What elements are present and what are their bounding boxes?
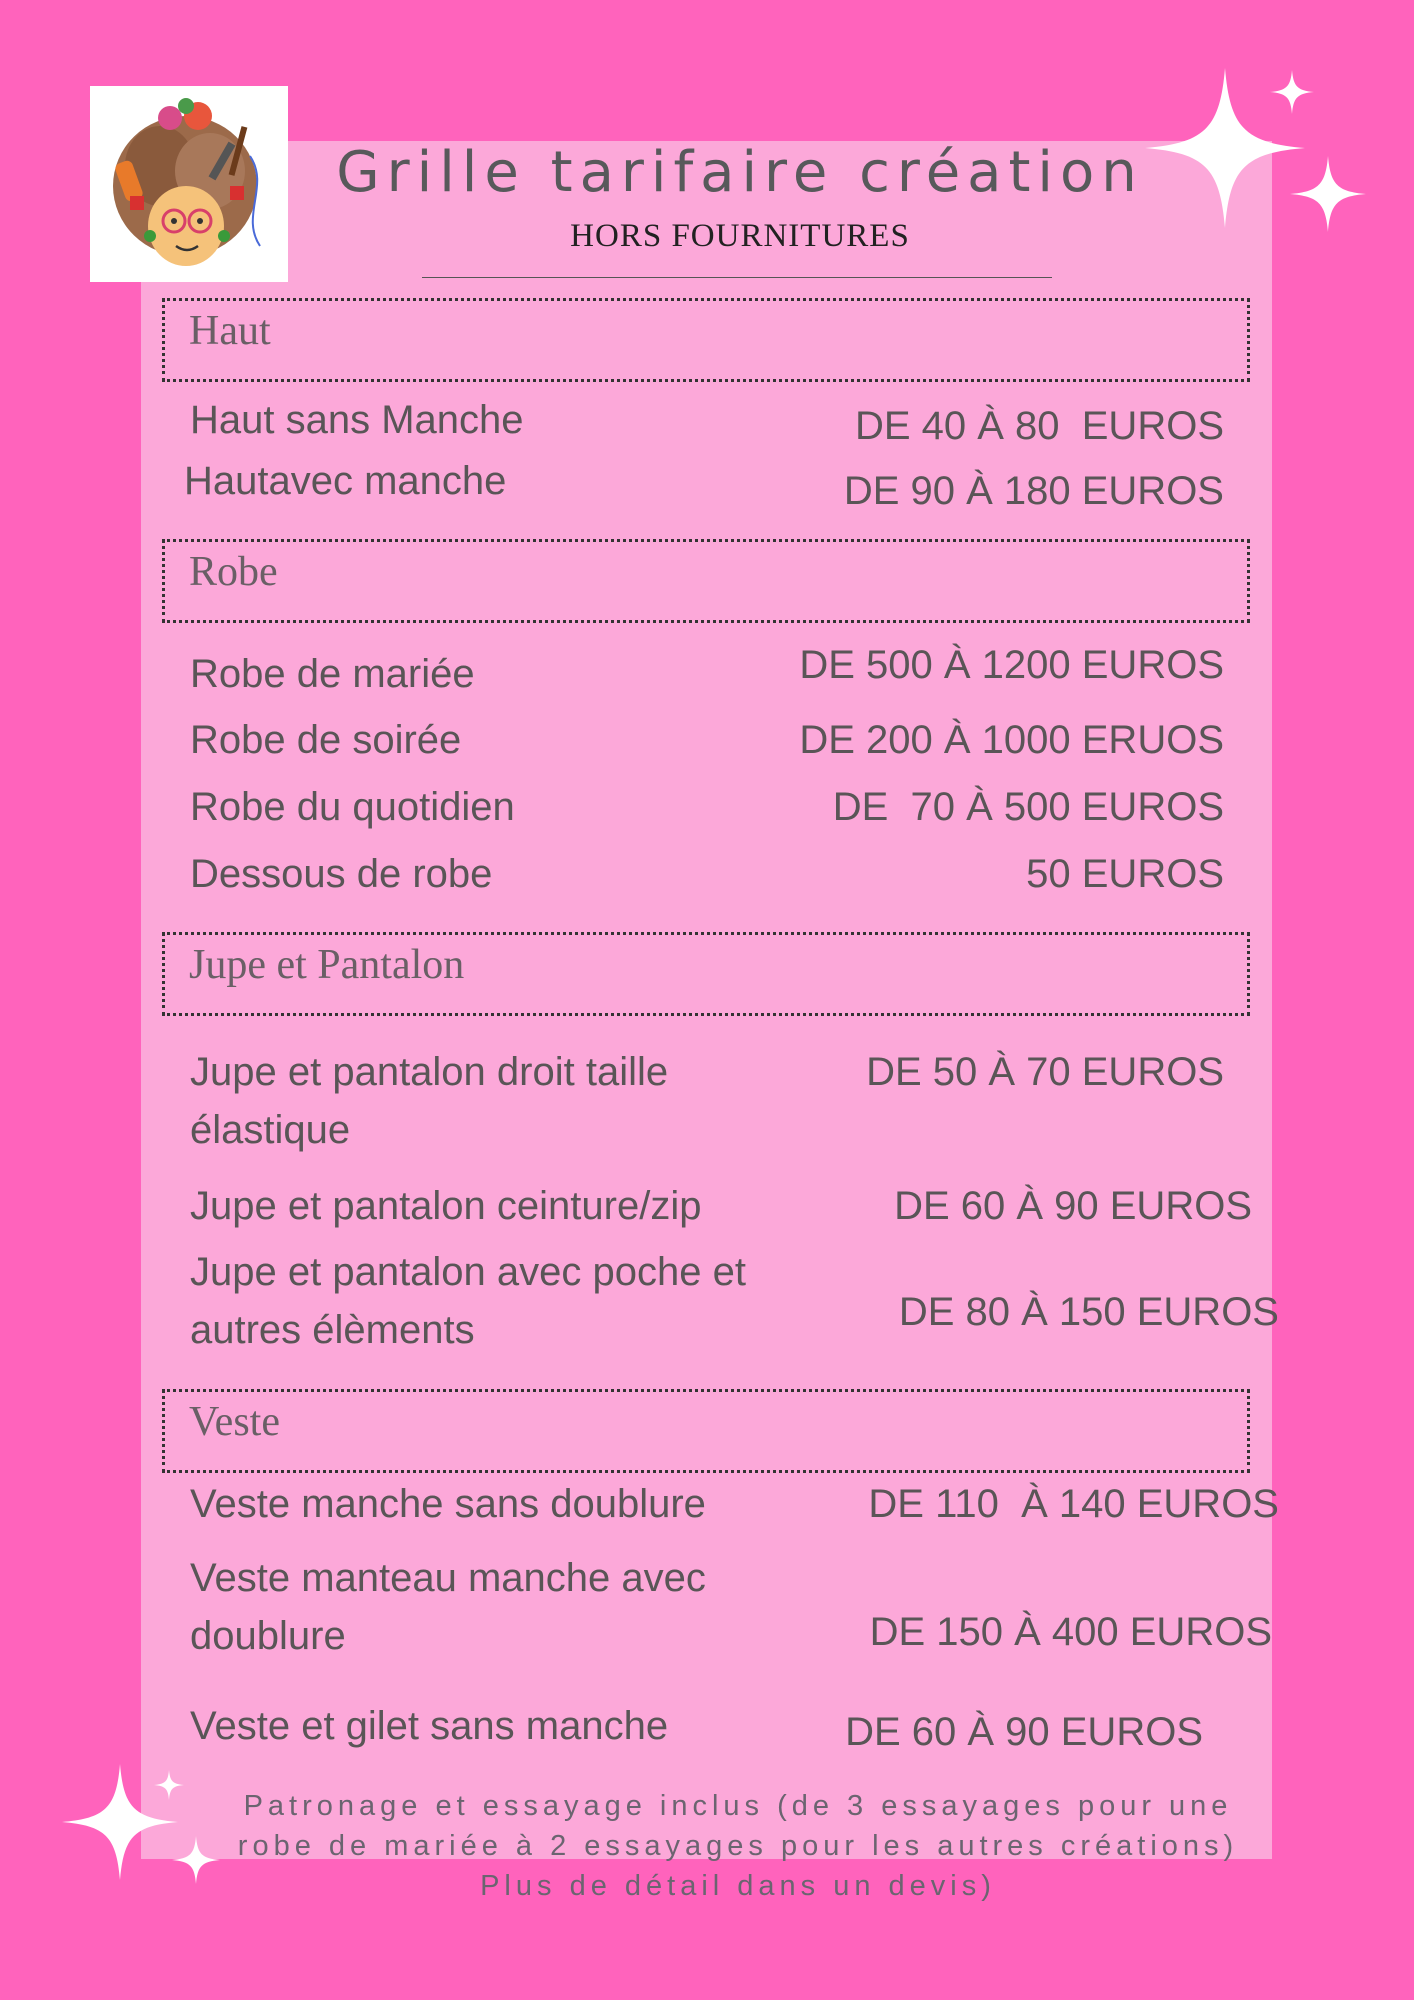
price-item-value: DE 50 À 70 EUROS: [866, 1050, 1224, 1094]
section-title: Robe: [189, 549, 278, 595]
price-item-value: DE 80 À 150 EUROS: [898, 1290, 1279, 1334]
sparkle-icon: [1270, 70, 1314, 114]
price-item-label: Veste manteau manche avec doublure: [190, 1556, 706, 1658]
section-header-veste: [162, 1389, 1250, 1473]
page-title: Grille tarifaire création: [336, 140, 1144, 205]
price-item-label: Jupe et pantalon ceinture/zip: [190, 1184, 702, 1228]
price-item-value: DE 90 À 180 EUROS: [843, 469, 1224, 513]
section-title: Veste: [189, 1399, 280, 1445]
section-title: Jupe et Pantalon: [189, 942, 465, 988]
price-item-label: Hautavec manche: [184, 459, 507, 503]
price-item-label: Jupe et pantalon avec poche et autres élèments: [190, 1250, 746, 1352]
section-header-haut: [162, 298, 1250, 382]
footer-line-1: Patronage et essayage inclus (de 3 essayages pour une robe de mariée à 2 essayages pour les autres créations): [237, 1790, 1239, 1862]
footer-line-2: Plus de détail dans un devis): [480, 1870, 996, 1902]
price-item-value: DE 110 À 140 EUROS: [868, 1482, 1279, 1526]
price-item-value: DE 200 À 1000 ERUOS: [799, 718, 1224, 762]
price-item-label: Jupe et pantalon droit taille élastique: [190, 1050, 669, 1152]
price-item-value: DE 70 À 500 EUROS: [832, 785, 1224, 829]
sparkle-icon: [172, 1836, 220, 1884]
logo-illustration-icon: [90, 86, 288, 282]
footer-note: [200, 1786, 1276, 1906]
title-divider: [422, 277, 1052, 278]
price-item-label: Robe de soirée: [190, 718, 462, 762]
price-item-value: DE 60 À 90 EUROS: [894, 1184, 1252, 1228]
price-item-label: Dessous de robe: [190, 852, 493, 896]
sparkle-icon: [1290, 156, 1366, 232]
price-item-label: Robe de mariée: [190, 652, 475, 696]
sparkle-icon: [154, 1770, 184, 1800]
price-item-label: Robe du quotidien: [190, 785, 515, 829]
price-item-label: Haut sans Manche: [190, 398, 524, 442]
price-item-value: DE 60 À 90 EUROS: [845, 1710, 1203, 1754]
section-header-jupe-pantalon: [162, 932, 1250, 1016]
price-item-value: DE 40 À 80 EUROS: [854, 404, 1224, 448]
price-item-label: Veste manche sans doublure: [190, 1482, 706, 1526]
price-item-value: DE 500 À 1200 EUROS: [799, 643, 1224, 687]
section-title: Haut: [189, 308, 271, 354]
price-item-value: 50 EUROS: [1026, 852, 1224, 896]
price-item-value: DE 150 À 400 EUROS: [869, 1610, 1272, 1654]
page-subtitle: HORS FOURNITURES: [570, 218, 910, 254]
price-item-label: Veste et gilet sans manche: [190, 1704, 669, 1748]
section-header-robe: [162, 539, 1250, 623]
